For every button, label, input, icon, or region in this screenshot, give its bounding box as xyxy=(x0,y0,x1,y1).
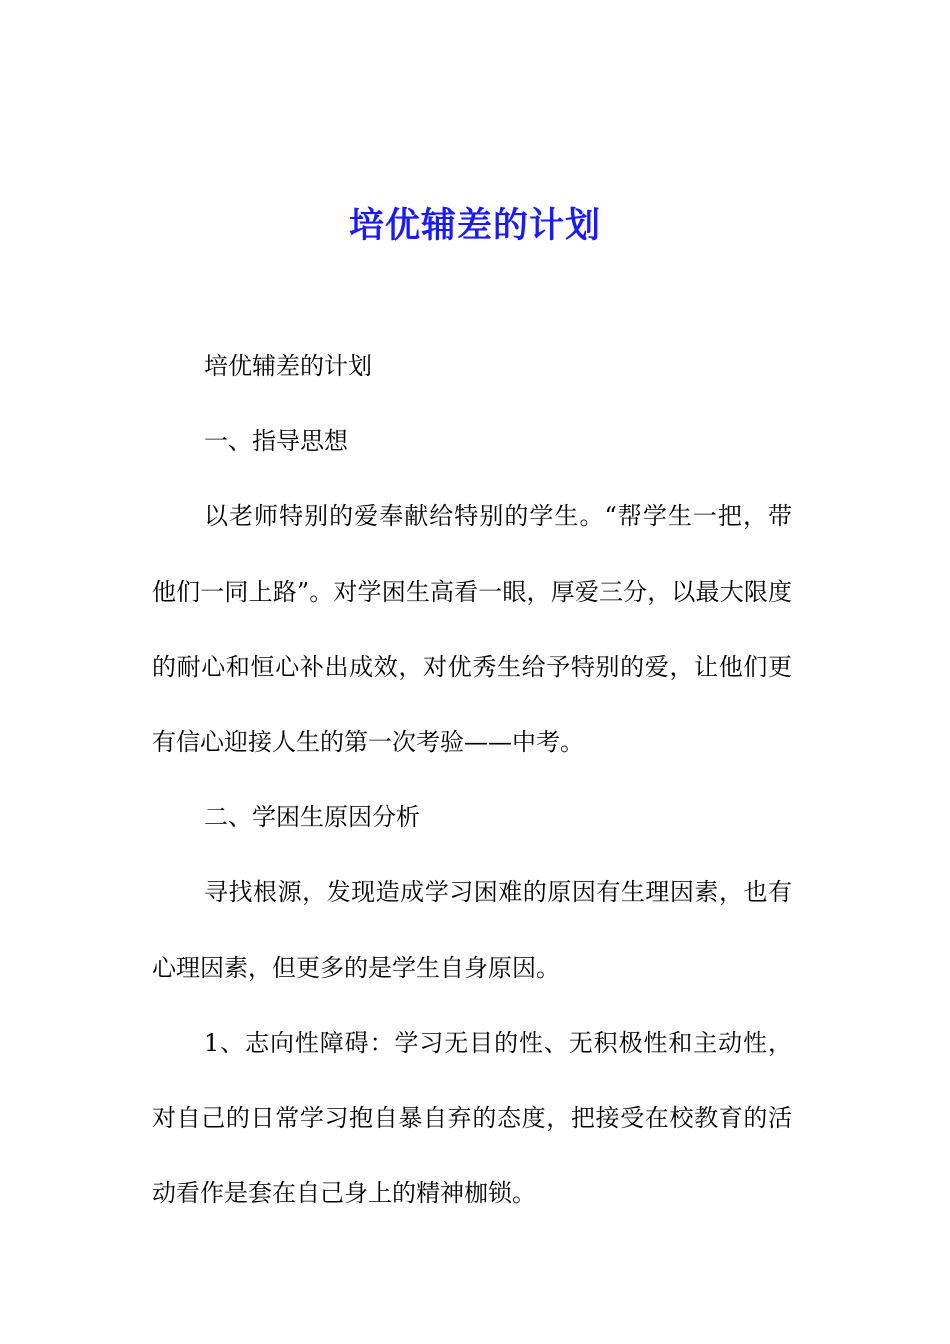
section-heading-cause-analysis: 二、学困生原因分析 xyxy=(204,803,420,832)
document-title: 培优辅差的计划 xyxy=(348,205,601,247)
paragraph-guiding-ideology: 以老师特别的爱奉献给特别的学生。“帮学生一把，带他们一同上路”。对学困生高看一眼，厚爱三分，以最大限度的耐心和恒心补出成效，对优秀生给予特别的爱，让他们更有信心迎接人生的第一次考验——中考。 xyxy=(152,502,792,757)
document-body xyxy=(152,329,792,1231)
paragraph-plan-heading: 培优辅差的计划 xyxy=(204,352,372,380)
paragraph-aspiration-obstacle: 1、志向性障碍：学习无目的性、无积极性和主动性，对自己的日常学习抱自暴自弃的态度，把接受在校教育的活动看作是套在自己身上的精神枷锁。 xyxy=(152,1028,792,1208)
paragraph-cause-analysis: 寻找根源，发现造成学习困难的原因有生理因素，也有心理因素，但更多的是学生自身原因。 xyxy=(152,878,792,982)
section-heading-guiding-ideology: 一、指导思想 xyxy=(204,427,348,456)
